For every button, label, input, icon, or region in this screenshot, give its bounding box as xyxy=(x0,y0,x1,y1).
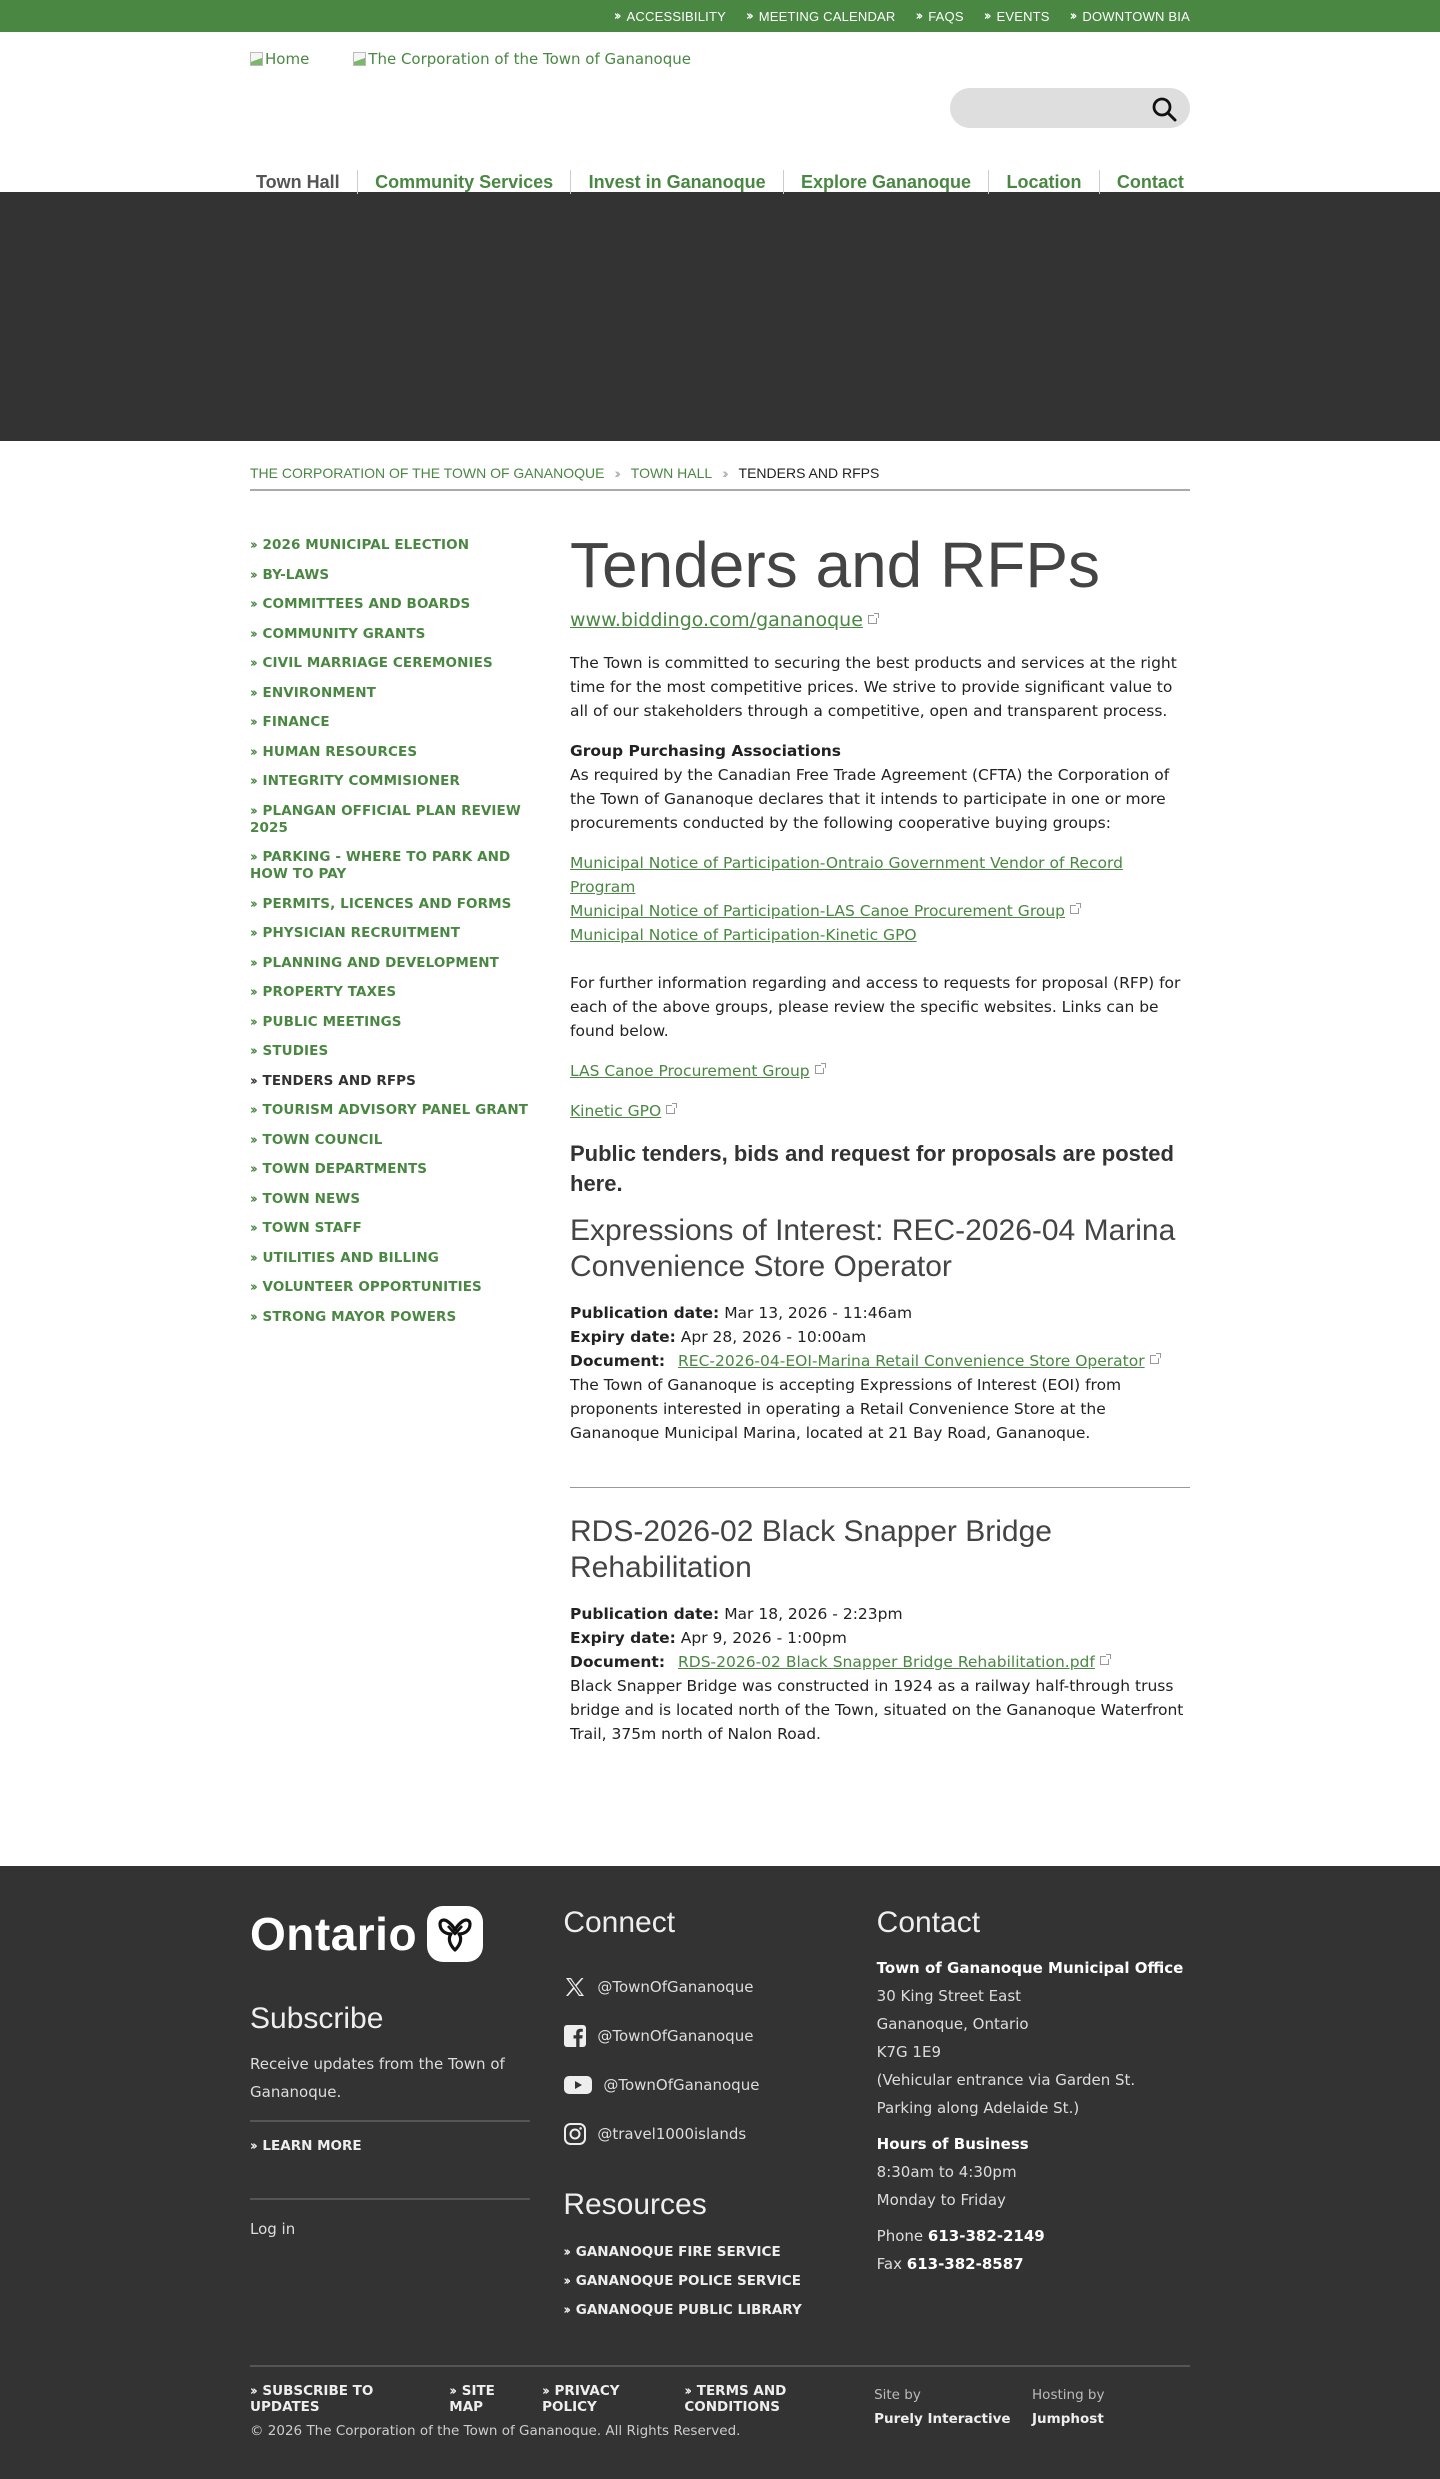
tender-divider xyxy=(570,1487,1190,1488)
hosting-credit: Hosting by Jumphost xyxy=(1032,2383,1190,2439)
social-link-x[interactable]: @TownOfGananoque xyxy=(563,1962,876,2011)
external-link-icon xyxy=(815,1065,824,1074)
utility-link-meeting-calendar[interactable]: ›› MEETING CALENDAR xyxy=(745,8,896,24)
sidebar-item-planning[interactable]: ›› PLANNING AND DEVELOPMENT xyxy=(250,954,499,971)
sidebar-item-town-council[interactable]: ›› TOWN COUNCIL xyxy=(250,1131,383,1148)
site-logo-link[interactable]: The Corporation of the Town of Gananoque xyxy=(353,50,691,68)
social-link-youtube[interactable]: @TownOfGananoque xyxy=(563,2060,876,2109)
breadcrumb-town-hall[interactable]: TOWN HALL xyxy=(630,465,713,481)
sidebar-item-studies[interactable]: ›› STUDIES xyxy=(250,1043,329,1059)
utility-link-downtown-bia[interactable]: ›› DOWNTOWN BIA xyxy=(1069,8,1190,24)
main-nav xyxy=(250,170,1190,194)
further-info-paragraph: For further information regarding and access to requests for proposal (RFP) for each of the above groups, please review the specific websites. Links can be found below. xyxy=(570,974,1181,1040)
nav-divider xyxy=(1099,170,1100,194)
chevron-double-right-icon: ›› xyxy=(250,685,255,701)
chevron-double-right-icon: ›› xyxy=(684,2384,690,2399)
expiry-date: Apr 9, 2026 - 1:00pm xyxy=(680,1629,847,1647)
chevron-double-right-icon: ›› xyxy=(250,955,255,971)
chevron-double-right-icon: ›› xyxy=(250,1103,255,1118)
footer-link-terms[interactable]: ›› TERMS AND CONDITIONS xyxy=(684,2383,787,2415)
social-links xyxy=(563,1962,876,2158)
sidebar-item-integrity-commisioner[interactable]: ›› INTEGRITY COMMISIONER xyxy=(250,773,460,789)
nav-divider xyxy=(783,170,784,194)
site-by-link[interactable]: Purely Interactive xyxy=(874,2411,1011,2427)
chevron-double-right-icon: ›› xyxy=(250,567,255,583)
kinetic-gpo-link[interactable]: Kinetic GPO xyxy=(570,1102,662,1120)
breadcrumb xyxy=(250,441,1190,489)
sidebar-item-community-grants[interactable]: ›› COMMUNITY GRANTS xyxy=(250,625,426,642)
footer-divider xyxy=(250,2198,530,2200)
hours: 8:30am to 4:30pm xyxy=(876,2163,1017,2181)
phone-row: Phone 613-382-2149 xyxy=(876,2227,1045,2245)
notice-links xyxy=(570,851,1190,947)
main-nav-location[interactable]: Location xyxy=(1006,171,1082,192)
home-logo-link[interactable]: Home xyxy=(250,50,309,68)
chevron-double-right-icon: ›› xyxy=(250,1014,255,1030)
chevron-double-right-icon: ›› xyxy=(250,896,255,912)
nav-divider xyxy=(357,170,358,194)
connect-heading: Connect xyxy=(563,1906,676,1939)
chevron-double-right-icon: ›› xyxy=(614,465,618,481)
gpa-heading: Group Purchasing Associations xyxy=(570,742,842,760)
phone-link[interactable]: 613-382-2149 xyxy=(927,2227,1045,2245)
sidebar-item-volunteer[interactable]: ›› VOLUNTEER OPPORTUNITIES xyxy=(250,1279,482,1295)
tender-meta xyxy=(570,1602,1190,1746)
chevron-double-right-icon: ›› xyxy=(449,2384,455,2399)
postal-code: K7G 1E9 xyxy=(876,2043,941,2061)
main-nav-community-services[interactable]: Community Services xyxy=(375,171,554,192)
sidebar-item-civil-marriage[interactable]: ›› CIVIL MARRIAGE CEREMONIES xyxy=(250,655,493,671)
chevron-double-right-icon: ›› xyxy=(250,1132,255,1148)
utility-nav xyxy=(250,0,1190,32)
publication-date-row: Publication date: Mar 18, 2026 - 2:23pm xyxy=(570,1605,903,1623)
address-line: 30 King Street East xyxy=(876,1987,1022,2005)
footer-link-privacy[interactable]: ›› PRIVACY POLICY xyxy=(542,2383,620,2415)
notice-link-kinetic-gpo[interactable]: Municipal Notice of Participation-Kinetic GPO xyxy=(570,926,917,944)
chevron-double-right-icon: ›› xyxy=(250,1073,255,1089)
chevron-double-right-icon: ›› xyxy=(250,656,255,671)
chevron-double-right-icon: ›› xyxy=(563,2245,569,2260)
chevron-double-right-icon: ›› xyxy=(250,850,255,865)
footer-link-subscribe[interactable]: ›› SUBSCRIBE TO UPDATES xyxy=(250,2383,374,2415)
site-header xyxy=(250,32,1190,192)
search-input[interactable] xyxy=(968,96,1138,120)
external-link-icon xyxy=(1150,1355,1159,1364)
footer-bottom xyxy=(250,2367,1190,2479)
chevron-double-right-icon: ›› xyxy=(542,2384,547,2399)
kinetic-gpo-link-row xyxy=(570,1099,1190,1123)
chevron-double-right-icon: ›› xyxy=(250,2139,255,2154)
utility-link-accessibility[interactable]: ›› ACCESSIBILITY xyxy=(613,8,726,24)
sidebar-item-public-meetings[interactable]: ›› PUBLIC MEETINGS xyxy=(250,1013,402,1030)
chevron-double-right-icon: ›› xyxy=(563,2274,569,2289)
chevron-double-right-icon: ›› xyxy=(722,465,726,481)
footer-bottom-links xyxy=(250,2383,874,2415)
sidebar-item-strong-mayor[interactable]: ›› STRONG MAYOR POWERS xyxy=(250,1308,457,1325)
las-canoe-link-row xyxy=(570,1059,1190,1083)
utility-link-faqs[interactable]: ›› FAQS xyxy=(915,8,964,24)
expiry-date-row: Expiry date: Apr 9, 2026 - 1:00pm xyxy=(570,1629,847,1647)
notice-link-ontario-vor[interactable]: Municipal Notice of Participation-Ontraio Government Vendor of Record Program xyxy=(570,854,1123,896)
fax-row: Fax 613-382-8587 xyxy=(876,2255,1024,2273)
footer-col-contact xyxy=(877,1906,1190,2325)
posted-heading: Public tenders, bids and request for proposals are posted here. xyxy=(570,1141,1174,1196)
intro-paragraph: The Town is committed to securing the best products and services at the right time for the most competitive prices. We strive to provide significant value to all of our stakeholders through a competitive, open and transparent process. xyxy=(570,654,1177,720)
chevron-double-right-icon: ›› xyxy=(563,2303,569,2318)
chevron-double-right-icon: ›› xyxy=(250,1044,255,1059)
sidebar-item-plangan[interactable]: ›› PLANGAN OFFICIAL PLAN REVIEW 2025 xyxy=(250,802,521,836)
chevron-double-right-icon: ›› xyxy=(250,1191,255,1207)
chevron-double-right-icon: ›› xyxy=(250,1221,255,1236)
chevron-double-right-icon: ›› xyxy=(250,926,255,941)
tender-description: Black Snapper Bridge was constructed in 1924 as a railway half-through truss bridge and is located north of the Town, situated on the Gananoque Waterfront Trail, 375m north of Nalon Road. xyxy=(570,1677,1184,1743)
ontario-wordmark: Ontario xyxy=(250,1908,418,1960)
broken-image-icon xyxy=(250,52,263,66)
main-nav-town-hall[interactable]: Town Hall xyxy=(256,171,340,192)
expiry-date-row: Expiry date: Apr 28, 2026 - 10:00am xyxy=(570,1328,867,1346)
tender-description: The Town of Gananoque is accepting Expressions of Interest (EOI) from proponents interested in operating a Retail Convenience Store at the Gananoque Municipal Marina, located at 21 Bay Road, Gananoque. xyxy=(570,1376,1122,1442)
external-link-icon xyxy=(666,1105,675,1114)
document-row: Document: REC-2026-04-EOI-Marina Retail Convenience Store Operator xyxy=(570,1349,1190,1373)
chevron-double-right-icon: ›› xyxy=(613,8,619,24)
chevron-double-right-icon: ›› xyxy=(915,8,921,24)
chevron-double-right-icon: ›› xyxy=(250,744,255,760)
publication-date: Mar 13, 2026 - 11:46am xyxy=(724,1304,913,1322)
sidebar-item-by-laws[interactable]: ›› BY-LAWS xyxy=(250,566,330,583)
tender-title: Expressions of Interest: REC-2026-04 Marina Convenience Store Operator xyxy=(570,1214,1176,1283)
days: Monday to Friday xyxy=(876,2191,1006,2209)
notice-link-las-canoe[interactable]: Municipal Notice of Participation-LAS Canoe Procurement Group xyxy=(570,902,1066,920)
external-link-icon xyxy=(1100,1656,1109,1665)
external-link-icon xyxy=(868,615,877,624)
breadcrumb-wrap xyxy=(250,441,1190,1866)
chevron-double-right-icon: ›› xyxy=(250,538,255,553)
address-note: Parking along Adelaide St.) xyxy=(876,2099,1080,2117)
document-row: Document: RDS-2026-02 Black Snapper Bridge Rehabilitation.pdf xyxy=(570,1650,1190,1674)
chevron-double-right-icon: ›› xyxy=(745,8,751,24)
fax-number: 613-382-8587 xyxy=(906,2255,1024,2273)
sidebar-item-town-departments[interactable]: ›› TOWN DEPARTMENTS xyxy=(250,1161,428,1177)
main-nav-invest[interactable]: Invest in Gananoque xyxy=(588,171,766,192)
resources-links xyxy=(563,2238,876,2325)
utility-link-events[interactable]: ›› EVENTS xyxy=(983,8,1050,24)
subscribe-text: Receive updates from the Town of Gananoque. xyxy=(250,2055,505,2101)
document-link[interactable]: RDS-2026-02 Black Snapper Bridge Rehabilitation.pdf xyxy=(678,1653,1095,1671)
sidebar-item-property-taxes[interactable]: ›› PROPERTY TAXES xyxy=(250,984,397,1000)
chevron-double-right-icon: ›› xyxy=(1069,8,1075,24)
sidebar-item-parking[interactable]: ›› PARKING - WHERE TO PARK AND HOW TO PAY xyxy=(250,849,511,882)
publication-date: Mar 18, 2026 - 2:23pm xyxy=(724,1605,903,1623)
hours-title: Hours of Business xyxy=(876,2135,1029,2153)
chevron-double-right-icon: ›› xyxy=(250,1280,255,1295)
breadcrumb-current: TENDERS AND RFPS xyxy=(738,465,880,481)
main-content xyxy=(570,529,1190,1746)
trillium-icon xyxy=(427,1906,483,1962)
tender-item xyxy=(570,1514,1190,1746)
sidebar-item-human-resources[interactable]: ›› HUMAN RESOURCES xyxy=(250,743,418,760)
sidebar-item-physician-recruitment[interactable]: ›› PHYSICIAN RECRUITMENT xyxy=(250,925,460,941)
address-line: Gananoque, Ontario xyxy=(876,2015,1029,2033)
resource-link-library[interactable]: ›› GANANOQUE PUBLIC LIBRARY xyxy=(563,2302,802,2318)
publication-date-row: Publication date: Mar 13, 2026 - 11:46am xyxy=(570,1304,913,1322)
chevron-double-right-icon: ›› xyxy=(250,597,255,612)
chevron-double-right-icon: ›› xyxy=(250,774,255,789)
chevron-double-right-icon: ›› xyxy=(983,8,989,24)
footer-col-subscribe xyxy=(250,1906,563,2325)
instagram-icon xyxy=(563,2122,587,2146)
ontario-logo xyxy=(250,1906,563,1962)
nav-divider xyxy=(988,170,989,194)
sidebar-item-tenders-rfps[interactable]: ›› TENDERS AND RFPS xyxy=(250,1072,416,1089)
x-twitter-icon xyxy=(563,1975,587,1999)
sidebar-item-committees[interactable]: ›› COMMITTEES AND BOARDS xyxy=(250,596,471,612)
address-note: (Vehicular entrance via Garden St. xyxy=(876,2071,1136,2089)
hero-banner xyxy=(0,192,1440,441)
sidebar-nav xyxy=(250,535,550,1746)
resource-link-fire[interactable]: ›› GANANOQUE FIRE SERVICE xyxy=(563,2244,781,2260)
las-canoe-link[interactable]: LAS Canoe Procurement Group xyxy=(570,1062,810,1080)
biddingo-link[interactable]: www.biddingo.com/gananoque xyxy=(570,609,863,631)
chevron-double-right-icon: ›› xyxy=(250,715,255,730)
chevron-double-right-icon: ›› xyxy=(250,1250,255,1266)
tender-title: RDS-2026-02 Black Snapper Bridge Rehabilitation xyxy=(570,1515,1052,1584)
search-icon[interactable] xyxy=(1150,95,1178,123)
footer-col-connect xyxy=(563,1906,876,2325)
contact-heading: Contact xyxy=(876,1906,981,1939)
document-link[interactable]: REC-2026-04-EOI-Marina Retail Convenience Store Operator xyxy=(678,1352,1145,1370)
copyright: © 2026 The Corporation of the Town of Gananoque. All Rights Reserved. xyxy=(250,2423,741,2439)
logo-row xyxy=(250,50,691,68)
resource-link-police[interactable]: ›› GANANOQUE POLICE SERVICE xyxy=(563,2273,801,2289)
sidebar-item-municipal-election[interactable]: ›› 2026 MUNICIPAL ELECTION xyxy=(250,537,470,553)
contact-info xyxy=(877,1954,1190,2278)
footer-columns xyxy=(250,1906,1190,2325)
facebook-icon xyxy=(563,2024,587,2048)
search-box xyxy=(950,88,1190,128)
resources-heading: Resources xyxy=(563,2188,707,2221)
login-link[interactable]: Log in xyxy=(250,2220,296,2238)
chevron-double-right-icon: ›› xyxy=(250,1309,255,1325)
expiry-date: Apr 28, 2026 - 10:00am xyxy=(680,1328,867,1346)
external-link-icon xyxy=(1070,905,1079,914)
sidebar-item-permits[interactable]: ›› PERMITS, LICENCES AND FORMS xyxy=(250,895,512,912)
sidebar-item-finance[interactable]: ›› FINANCE xyxy=(250,714,330,730)
subscribe-heading: Subscribe xyxy=(250,2002,384,2035)
footer-legal xyxy=(250,2383,874,2439)
chevron-double-right-icon: ›› xyxy=(250,1162,255,1177)
chevron-double-right-icon: ›› xyxy=(250,803,255,819)
chevron-double-right-icon: ›› xyxy=(250,2384,255,2399)
site-footer xyxy=(0,1866,1440,2479)
page-title: Tenders and RFPs xyxy=(570,529,1101,601)
gpa-paragraph: As required by the Canadian Free Trade Agreement (CFTA) the Corporation of the Town of Gananoque declares that it intends to participate in one or more procurements conducted by the following cooperative buying groups: xyxy=(570,766,1170,832)
learn-more-link[interactable]: ›› LEARN MORE xyxy=(250,2138,362,2154)
broken-image-icon xyxy=(353,52,366,66)
chevron-double-right-icon: ›› xyxy=(250,626,255,642)
tender-meta xyxy=(570,1301,1190,1445)
tender-item xyxy=(570,1213,1190,1445)
sidebar-item-town-staff[interactable]: ›› TOWN STAFF xyxy=(250,1220,362,1236)
sidebar-item-tourism-grant[interactable]: ›› TOURISM ADVISORY PANEL GRANT xyxy=(250,1102,529,1118)
content-row xyxy=(250,491,1190,1866)
hosting-link[interactable]: Jumphost xyxy=(1032,2411,1104,2427)
breadcrumb-home[interactable]: THE CORPORATION OF THE TOWN OF GANANOQUE xyxy=(250,465,605,481)
utility-bar xyxy=(0,0,1440,32)
sidebar-item-utilities[interactable]: ›› UTILITIES AND BILLING xyxy=(250,1249,439,1266)
sidebar-item-town-news[interactable]: ›› TOWN NEWS xyxy=(250,1190,361,1207)
main-nav-explore[interactable]: Explore Gananoque xyxy=(801,171,972,192)
social-link-facebook[interactable]: @TownOfGananoque xyxy=(563,2011,876,2060)
office-name: Town of Gananoque Municipal Office xyxy=(876,1959,1184,1977)
chevron-double-right-icon: ›› xyxy=(250,985,255,1000)
main-nav-contact[interactable]: Contact xyxy=(1116,171,1184,192)
social-link-instagram[interactable]: @travel1000islands xyxy=(563,2109,876,2158)
site-by-credit: Site by Purely Interactive xyxy=(874,2383,1032,2439)
nav-divider xyxy=(570,170,571,194)
sidebar-item-environment[interactable]: ›› ENVIRONMENT xyxy=(250,684,376,701)
footer-link-sitemap[interactable]: ›› SITE MAP xyxy=(449,2383,495,2415)
youtube-icon xyxy=(563,2073,593,2097)
